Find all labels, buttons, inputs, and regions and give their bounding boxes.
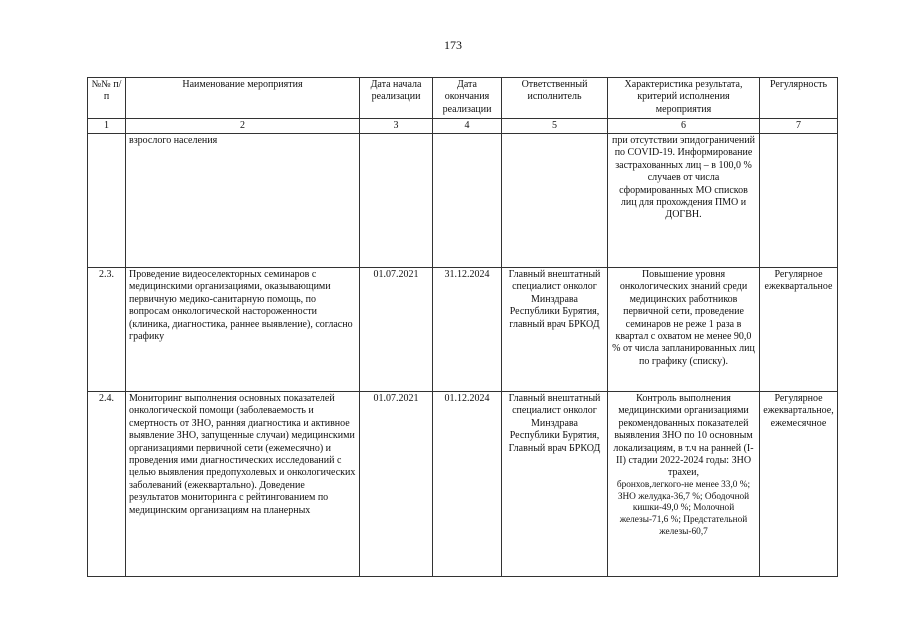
column-number-row [88, 119, 838, 134]
row-num: 2.3. [88, 268, 126, 392]
row-result-detail: бронхов,легкого-не менее 33,0 %; ЗНО желудка-36,7 %; Ободочной кишки-49,0 %; Молочной железы-71,6 %; Предстательной железы-60,7 [616, 479, 751, 538]
row-name: взрослого населения [126, 134, 360, 268]
row-start-date: 01.07.2021 [360, 268, 433, 392]
row-end-date: 31.12.2024 [433, 268, 502, 392]
header-start-date: Дата начала реализации [360, 78, 433, 119]
column-number: 6 [608, 119, 760, 134]
table-row [88, 392, 838, 577]
header-end-date: Дата окончания реализации [433, 78, 502, 119]
page-number: 173 [444, 38, 462, 52]
column-number: 3 [360, 119, 433, 134]
activities-table [87, 77, 838, 577]
row-result: Повышение уровня онкологических знаний среди медицинских работников первичной сети, проведение семинаров не реже 1 раза в квартал с охватом не менее 90,0 % от числа запланированных лиц по графику (списку). [608, 268, 760, 392]
row-responsible [502, 134, 608, 268]
header-name: Наименование мероприятия [126, 78, 360, 119]
column-number: 4 [433, 119, 502, 134]
header-row [88, 78, 838, 119]
row-regularity: Регулярное ежеквартальное, ежемесячное [760, 392, 838, 577]
row-result [608, 392, 760, 577]
column-number: 5 [502, 119, 608, 134]
header-responsible: Ответственный исполнитель [502, 78, 608, 119]
header-num: №№ п/п [88, 78, 126, 119]
row-result: при отсутствии эпидограничений по COVID-19. Информирование застрахованных лиц – в 100,0 % случаев от числа сформированных МО списков лиц для прохождения ПМО и ДОГВН. [608, 134, 760, 268]
column-number: 2 [126, 119, 360, 134]
row-num [88, 134, 126, 268]
header-result: Характеристика результата, критерий исполнения мероприятия [608, 78, 760, 119]
header-regularity: Регулярность [760, 78, 838, 119]
row-name: Мониторинг выполнения основных показателей онкологической помощи (заболеваемость и смертность от ЗНО, ранняя диагностика и активное выявление ЗНО, запущенные случаи) медицинскими организациями первичной сети (ежемесячно) и проведения ими диагностических исследований с целью выявления предопухолевых и онкологических заболеваний (ежеквартально). Доведение результатов мониторинга с рейтингованием по медицинским организациям на планерных [126, 392, 360, 577]
column-number: 1 [88, 119, 126, 134]
row-responsible: Главный внештатный специалист онколог Минздрава Республики Бурятия, главный врач БРКОД [502, 268, 608, 392]
row-num: 2.4. [88, 392, 126, 577]
row-regularity: Регулярное ежеквартальное [760, 268, 838, 392]
row-result-main: Контроль выполнения медицинскими организациями рекомендованных показателей выявления ЗНО по 10 основным локализациям, в т.ч на ранней (I-II) стадии 2022-2024 годы: ЗНО трахеи, [613, 393, 754, 479]
column-number: 7 [760, 119, 838, 134]
table-row [88, 134, 838, 268]
row-regularity [760, 134, 838, 268]
row-end-date [433, 134, 502, 268]
row-end-date: 01.12.2024 [433, 392, 502, 577]
row-name: Проведение видеоселекторных семинаров с медицинскими организациями, оказывающими первичную медико-санитарную помощь, по вопросам онкологической настороженности (клиника, диагностика, раннее выявление), согласно графику [126, 268, 360, 392]
row-start-date [360, 134, 433, 268]
row-responsible: Главный внештатный специалист онколог Минздрава Республики Бурятия, Главный врач БРКОД [502, 392, 608, 577]
row-start-date: 01.07.2021 [360, 392, 433, 577]
table-row [88, 268, 838, 392]
